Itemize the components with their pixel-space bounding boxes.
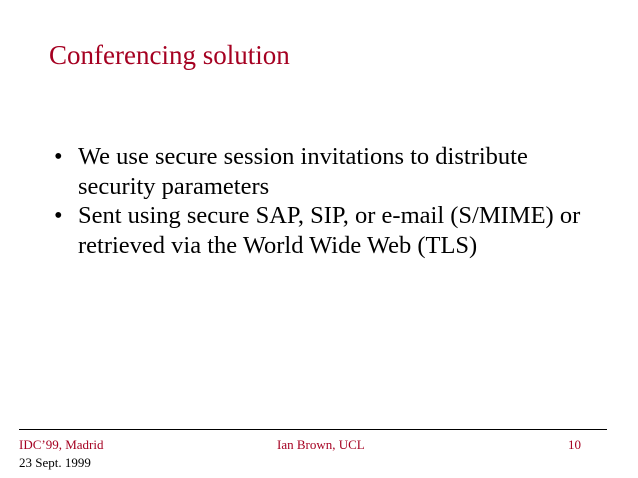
bullet-item	[54, 142, 594, 201]
bullet-text: Sent using secure SAP, SIP, or e-mail (S/MIME) or retrieved via the World Wide Web (TLS)	[78, 202, 581, 259]
bullet-list	[54, 142, 594, 260]
footer-divider	[19, 429, 607, 430]
page-number: 10	[568, 437, 581, 452]
slide-title: Conferencing solution	[49, 40, 290, 70]
footer-author: Ian Brown, UCL	[277, 437, 365, 452]
bullet-item	[54, 201, 594, 260]
bullet-text: We use secure session invitations to distribute security parameters	[78, 143, 528, 200]
bullet-icon: •	[54, 202, 63, 229]
bullet-icon: •	[54, 143, 63, 170]
footer-event: IDC’99, Madrid	[19, 437, 104, 452]
footer-date: 23 Sept. 1999	[19, 455, 91, 470]
